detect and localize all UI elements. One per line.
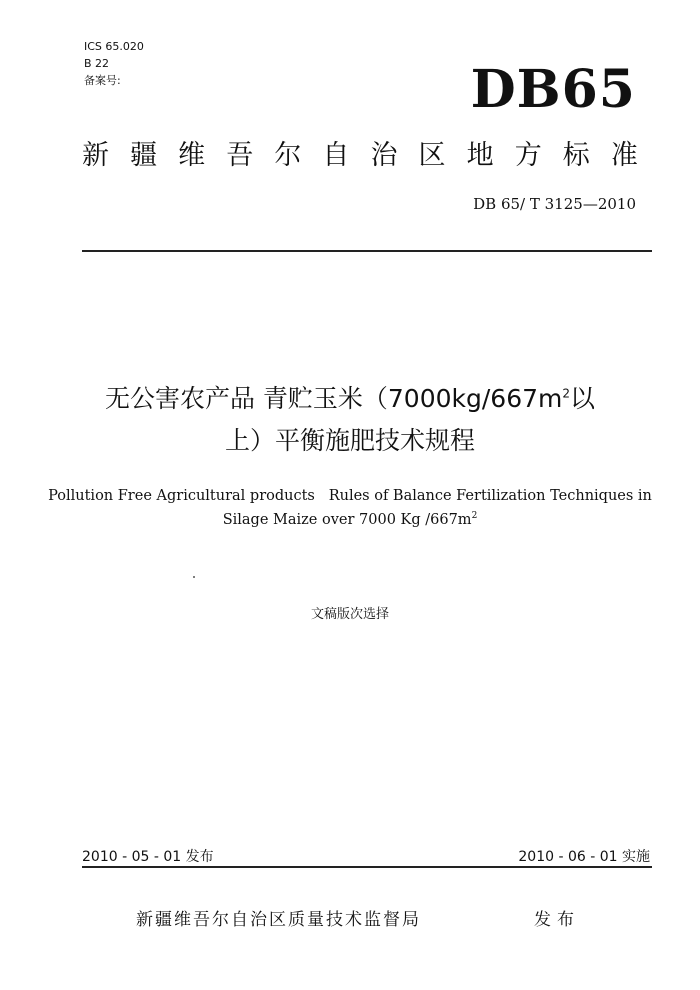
header-divider bbox=[82, 250, 652, 252]
classification-code: B 22 bbox=[84, 57, 110, 70]
standard-code-logo: DB65 bbox=[470, 59, 636, 120]
standard-type-char: 自 bbox=[322, 140, 350, 171]
issue-date: 2010 - 05 - 01 发布 bbox=[82, 849, 214, 865]
chinese-title bbox=[40, 378, 660, 462]
footer-divider bbox=[82, 866, 652, 868]
standard-type-char: 标 bbox=[562, 140, 590, 171]
issuing-action: 发布 bbox=[534, 910, 580, 930]
english-title-line-2: Silage Maize over 7000 Kg $/667m^2$ bbox=[222, 511, 478, 528]
draft-version-note: 文稿版次选择 bbox=[310, 607, 389, 622]
standard-type-title bbox=[82, 136, 638, 176]
standard-type-char: 地 bbox=[466, 140, 494, 171]
standard-number: DB 65/ T 3125—2010 bbox=[473, 195, 636, 213]
standard-type-char: 吾 bbox=[226, 140, 254, 171]
standard-type-char: 尔 bbox=[274, 140, 302, 171]
standard-type-char: 新 bbox=[82, 140, 109, 171]
standard-type-char: 治 bbox=[370, 140, 398, 171]
standard-type-char: 疆 bbox=[130, 140, 158, 171]
ics-code: ICS 65.020 bbox=[84, 40, 144, 53]
implementation-date: 2010 - 06 - 01 实施 bbox=[518, 849, 650, 865]
issuing-authority: 新疆维吾尔自治区质量技术监督局 bbox=[136, 910, 421, 930]
standard-type-char: 准 bbox=[610, 140, 638, 171]
speck bbox=[193, 576, 195, 578]
standard-type-char: 区 bbox=[418, 140, 446, 171]
standard-type-char: 方 bbox=[514, 140, 542, 171]
chinese-title-line-2: 上）平衡施肥技术规程 bbox=[224, 426, 475, 455]
standard-type-char: 维 bbox=[178, 140, 206, 171]
record-number-label: 备案号: bbox=[84, 74, 121, 87]
english-title-line-1: Pollution Free Agricultural products Rules of Balance Fertilization Techniques in bbox=[48, 488, 652, 504]
chinese-title-line-1: 无公害农产品 青贮玉米（$7000kg/667m^2$以 bbox=[104, 384, 596, 413]
english-title bbox=[40, 484, 660, 532]
